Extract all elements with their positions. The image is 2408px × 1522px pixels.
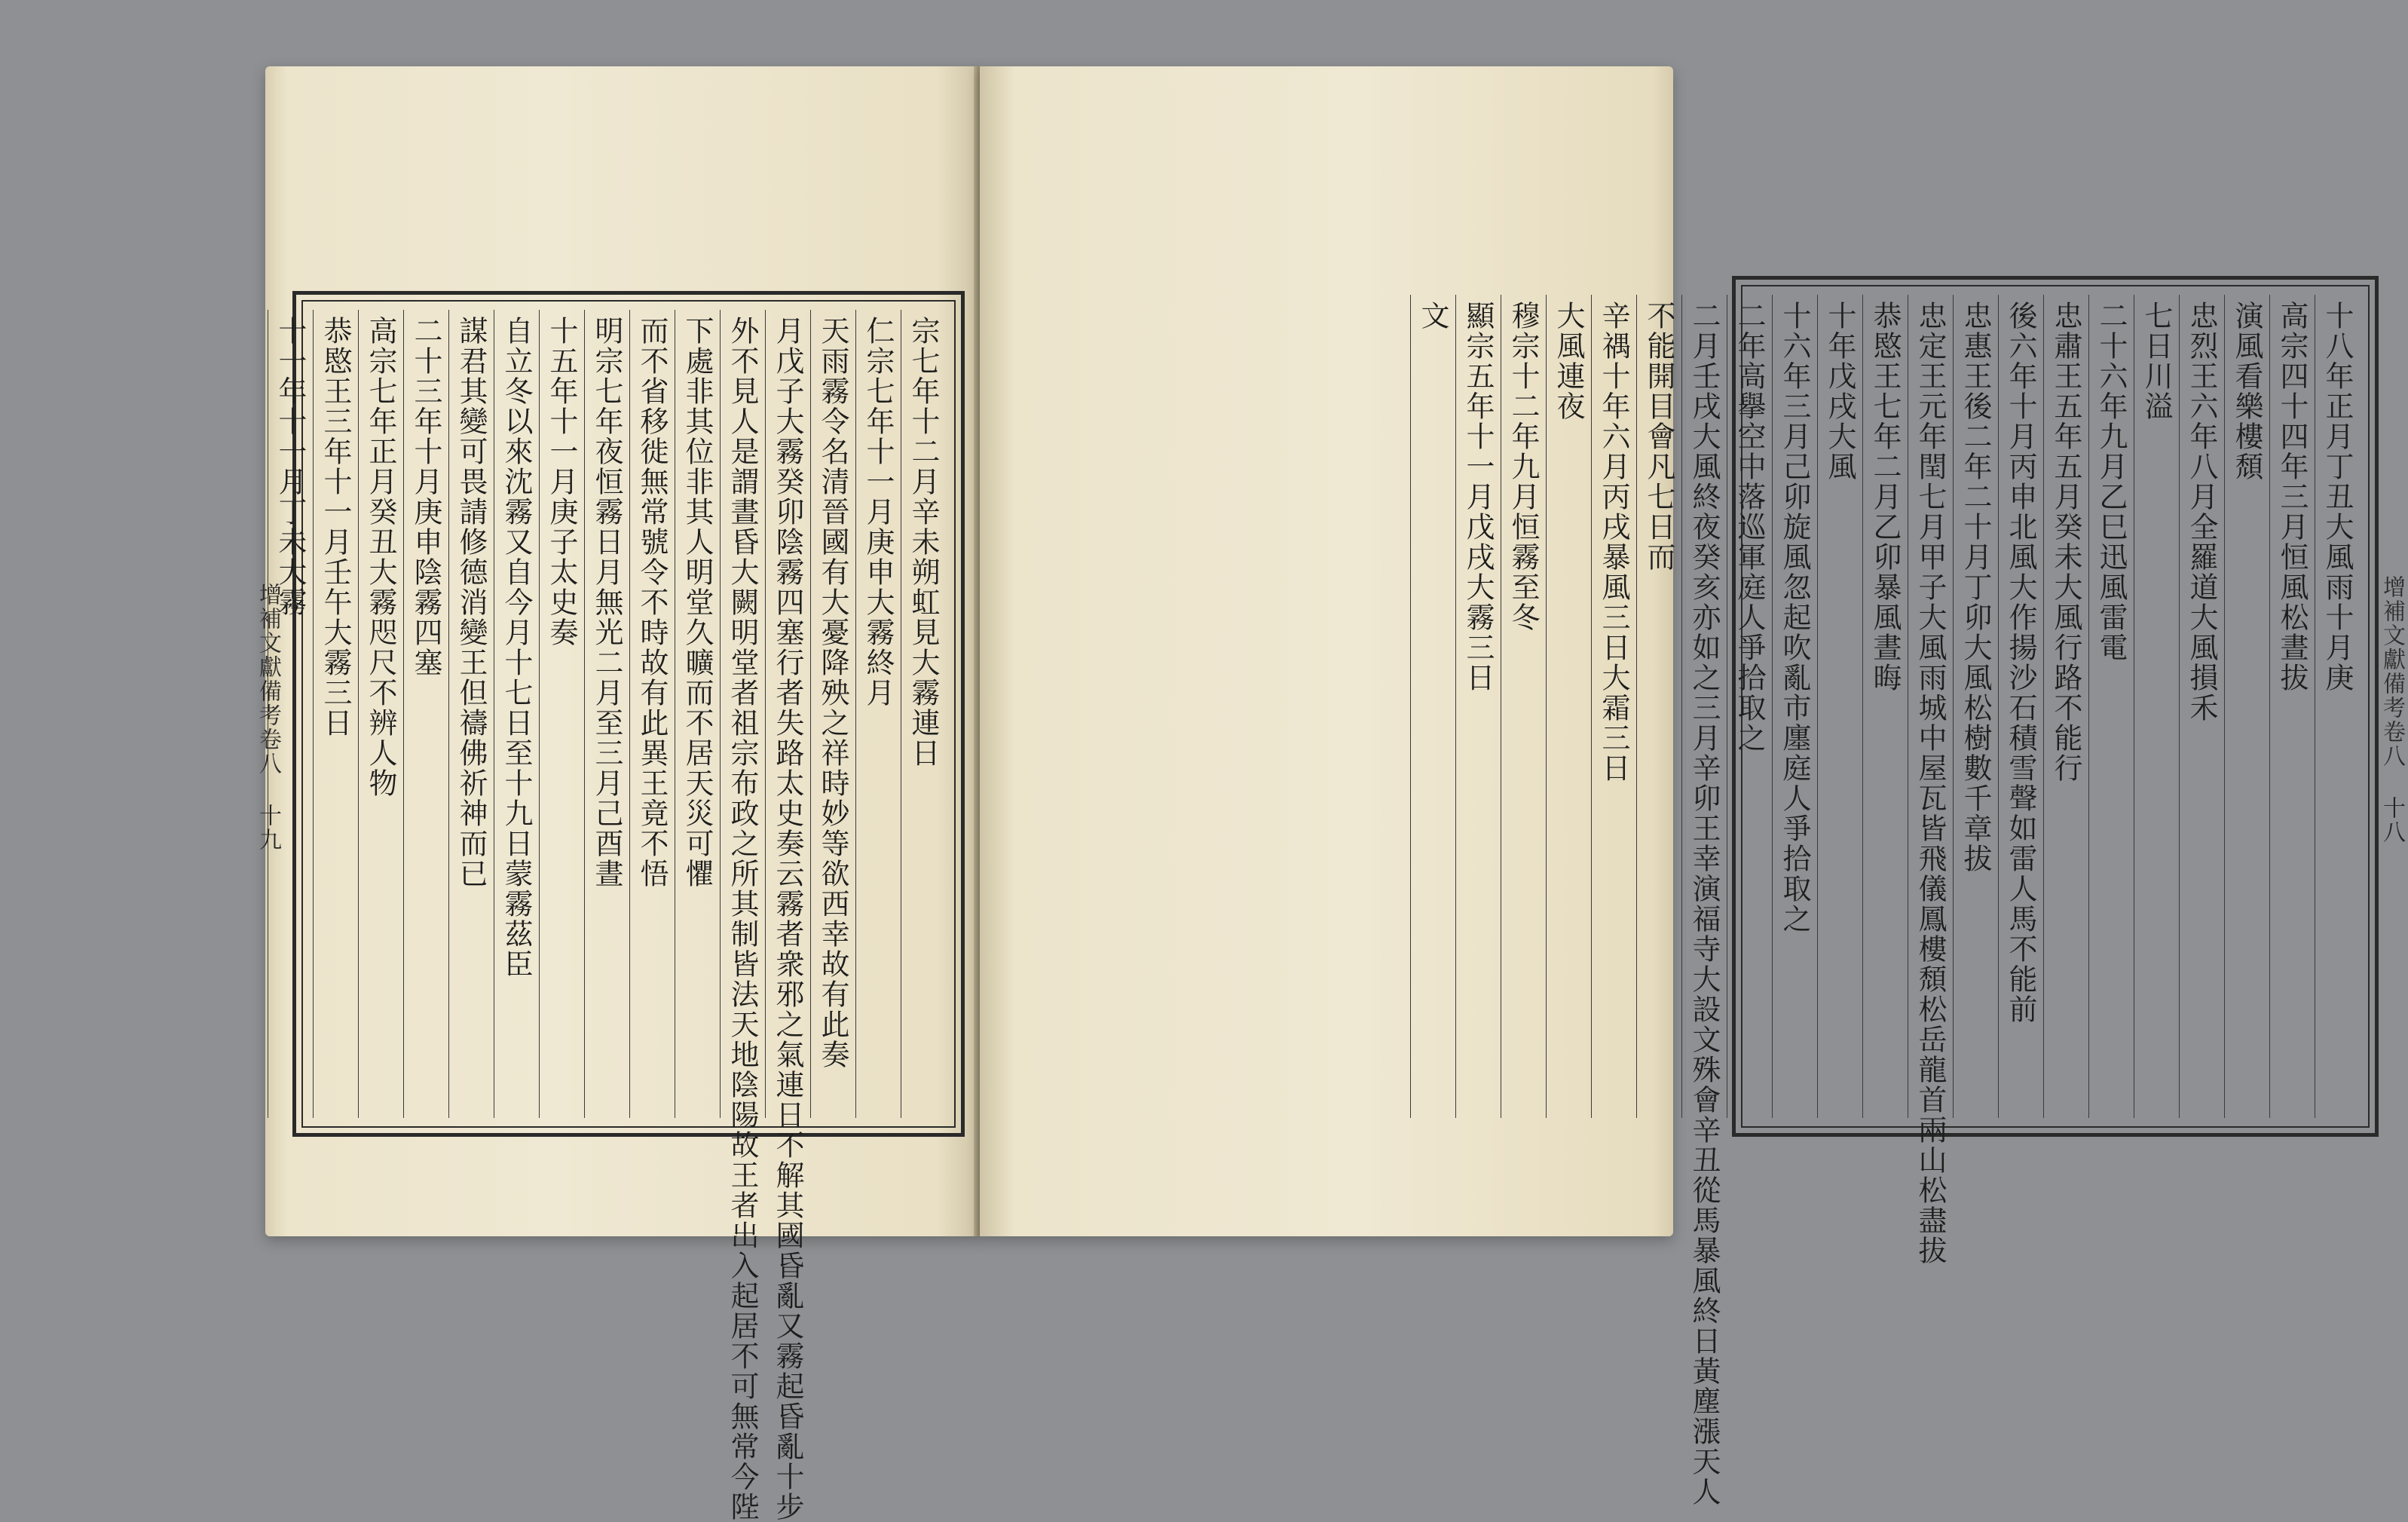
text-column: 十年戊戌大風 (1817, 295, 1862, 1118)
right-page (980, 66, 2405, 1507)
right-fold-title: 增補文獻備考卷八 (2379, 574, 2405, 768)
text-column: 穆宗十二年九月恒霧至冬 (1501, 295, 1546, 1118)
open-book (255, 66, 2405, 1522)
text-column: 顯宗五年十一月戊戌大霧三日 (1455, 295, 1501, 1118)
left-page-number: 十九 (255, 803, 281, 852)
right-text-columns (1416, 295, 2405, 1507)
text-column: 明宗七年夜恒霧日月無光二月至三月己酉晝 (584, 310, 629, 1118)
left-text-columns (255, 310, 946, 1522)
text-column: 謀君其變可畏請修德消變王但禱佛祈神而已 (448, 310, 494, 1118)
text-column: 自立冬以來沈霧又自今月十七日至十九日蒙霧茲臣 (494, 310, 539, 1118)
text-column: 天雨霧令名清晉國有大憂降殃之祥時妙等欲西幸故有此奏 (810, 310, 855, 1118)
left-page-frame (255, 291, 965, 1522)
text-column: 辛禑十年六月丙戌暴風三日大霜三日 (1591, 295, 1636, 1118)
left-fold-column (251, 310, 284, 1118)
right-fold-column (2375, 295, 2408, 1118)
text-column: 恭愍王三年十一月壬午大霧三日 (313, 310, 358, 1118)
right-page-number: 十八 (2379, 795, 2405, 844)
text-column: 二十六年九月乙巳迅風雷電 (2088, 295, 2134, 1118)
text-column: 高宗七年正月癸丑大霧咫尺不辨人物 (358, 310, 403, 1118)
text-column: 十六年三月己卯旋風忽起吹亂市廛庭人爭拾取之 (1772, 295, 1817, 1118)
text-column: 外不見人是謂晝昏大闕明堂者祖宗布政之所其制皆法天地陰陽故王者出入起居不可無常今陛 (720, 310, 765, 1118)
right-page-frame (1416, 276, 2405, 1507)
text-column: 高宗四十四年三月恒風松晝拔 (2269, 295, 2315, 1118)
text-column: 十一年十一月丁未大霧 (268, 310, 313, 1118)
left-page (255, 66, 980, 1522)
text-column: 而不省移徙無常號令不時故有此異王竟不悟 (629, 310, 675, 1118)
text-column: 宗七年十二月辛未朔虹見大霧連日 (901, 310, 946, 1118)
text-column: 演風看樂樓頹 (2224, 295, 2269, 1118)
text-column: 月戊子大霧癸卯陰霧四塞行者失路太史奏云霧者衆邪之氣連日不解其國昏亂又霧起昏亂十步 (765, 310, 810, 1118)
text-column: 二十三年十月庚申陰霧四塞 (403, 310, 448, 1118)
text-column: 十五年十一月庚子太史奏 (539, 310, 584, 1118)
left-fold-title: 增補文獻備考卷八 (255, 582, 281, 776)
text-column: 二年高擧空中落巡軍庭人爭拾取之 (1727, 295, 1772, 1118)
text-column: 忠肅王五年五月癸未大風行路不能行 (2043, 295, 2088, 1118)
text-column: 七日川溢 (2134, 295, 2179, 1118)
text-column: 文 (1410, 295, 1455, 1118)
text-column: 下處非其位非其人明堂久曠而不居天災可懼 (675, 310, 720, 1118)
text-column: 恭愍王七年二月乙卯暴風晝晦 (1862, 295, 1908, 1118)
text-column: 十八年正月丁丑大風雨十月庚 (2315, 295, 2360, 1118)
text-column: 忠定王元年閏七月甲子大風雨城中屋瓦皆飛儀鳳樓頹松岳龍首兩山松盡拔 (1908, 295, 1953, 1118)
text-column: 不能開目會凡七日而 (1636, 295, 1681, 1118)
text-column: 二月壬戌大風終夜癸亥亦如之三月辛卯王幸演福寺大設文殊會辛丑從馬暴風終日黃塵漲天人 (1681, 295, 1727, 1118)
text-column: 忠惠王後二年二十月丁卯大風松樹數千章拔 (1953, 295, 1998, 1118)
text-column: 大風連夜 (1546, 295, 1591, 1118)
text-column: 後六年十月丙申北風大作揚沙石積雪聲如雷人馬不能前 (1998, 295, 2043, 1118)
text-column: 忠烈王六年八月全羅道大風損禾 (2179, 295, 2224, 1118)
text-column: 仁宗七年十一月庚申大霧終月 (855, 310, 901, 1118)
